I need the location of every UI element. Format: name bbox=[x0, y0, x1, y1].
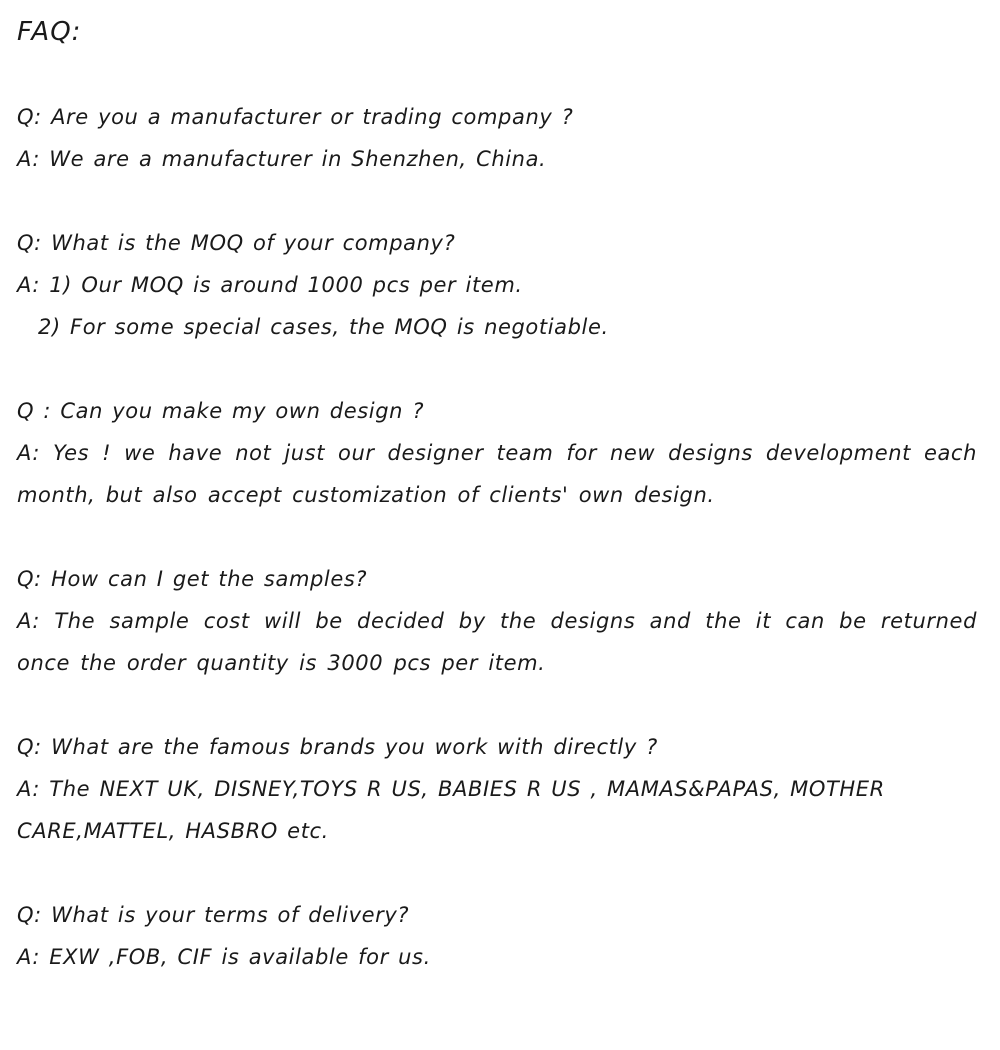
faq-question: Q : Can you make my own design ? bbox=[17, 399, 425, 423]
faq-answer: A: 1) Our MOQ is around 1000 pcs per item. bbox=[17, 273, 523, 297]
faq-answer-continuation: 2) For some special cases, the MOQ is negotiable. bbox=[38, 315, 609, 339]
faq-answer: A: Yes ! we have not just our designer team for new designs development each month, but also accept customization of clients' own design. bbox=[17, 441, 977, 507]
faq-item-delivery bbox=[17, 894, 977, 978]
faq-item-manufacturer bbox=[17, 96, 977, 180]
faq-question: Q: How can I get the samples? bbox=[17, 567, 368, 591]
faq-document bbox=[17, 12, 977, 1020]
faq-question: Q: Are you a manufacturer or trading company ? bbox=[17, 105, 574, 129]
faq-answer: A: The sample cost will be decided by the designs and the it can be returned once the order quantity is 3000 pcs per item. bbox=[17, 609, 977, 675]
faq-item-moq bbox=[17, 222, 977, 348]
faq-question: Q: What are the famous brands you work with directly ? bbox=[17, 735, 658, 759]
faq-question: Q: What is your terms of delivery? bbox=[17, 903, 410, 927]
faq-item-own-design bbox=[17, 390, 977, 516]
faq-answer: A: EXW ,FOB, CIF is available for us. bbox=[17, 945, 431, 969]
faq-question: Q: What is the MOQ of your company? bbox=[17, 231, 456, 255]
faq-answer: A: The NEXT UK, DISNEY,TOYS R US, BABIES R US , MAMAS&PAPAS, MOTHER CARE,MATTEL, HASBRO etc. bbox=[17, 777, 885, 843]
faq-item-samples bbox=[17, 558, 977, 684]
faq-answer: A: We are a manufacturer in Shenzhen, China. bbox=[17, 147, 547, 171]
faq-item-brands bbox=[17, 726, 977, 852]
faq-title: FAQ: bbox=[17, 17, 82, 47]
